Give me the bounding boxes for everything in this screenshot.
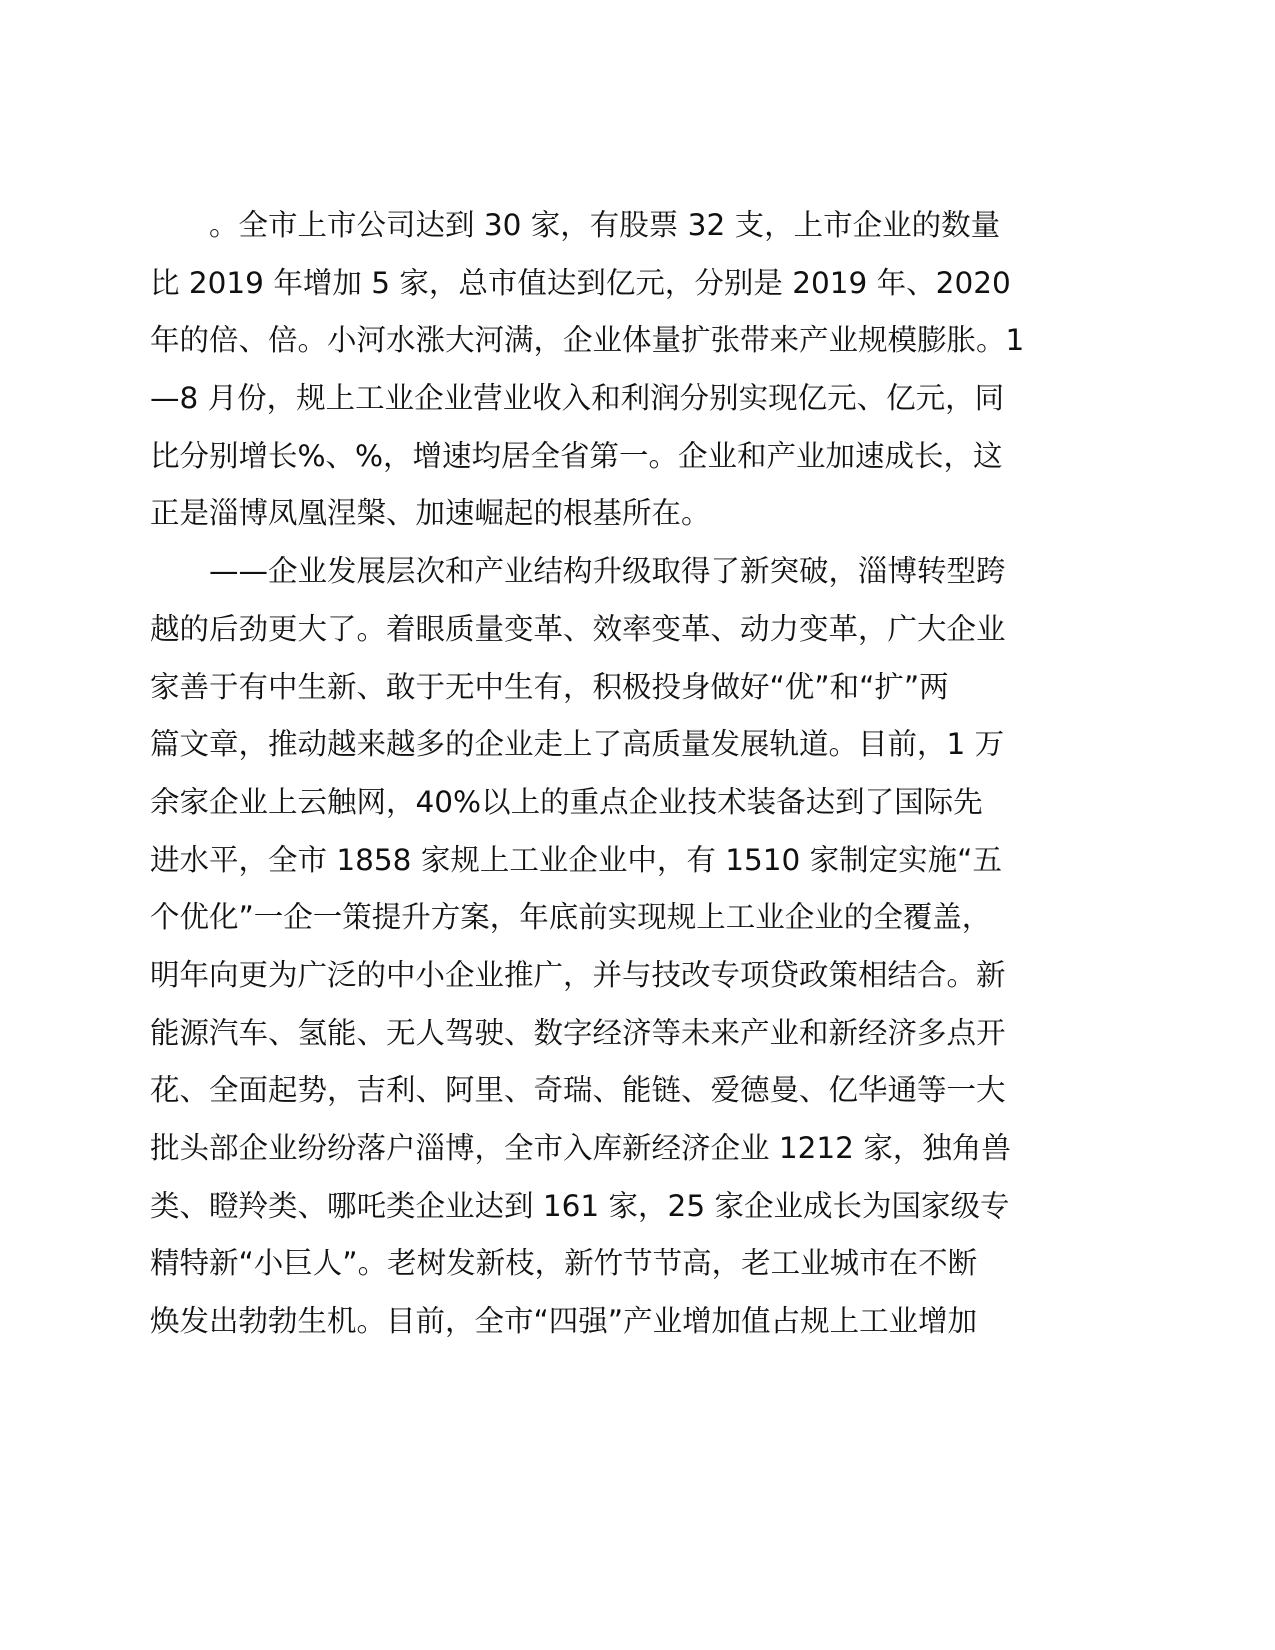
text-line: 比 2019 年增加 5 家，总市值达到亿元，分别是 2019 年、2020 bbox=[150, 265, 1011, 300]
text-line: 焕发出勃勃生机。目前，全市“四强”产业增加值占规上工业增加 bbox=[150, 1304, 978, 1339]
text-line: 进水平，全市 1858 家规上工业企业中，有 1510 家制定实施“五 bbox=[150, 842, 1002, 877]
text-line: 越的后劲更大了。着眼质量变革、效率变革、动力变革，广大企业 bbox=[150, 611, 1006, 646]
text-line: 篇文章，推动越来越多的企业走上了高质量发展轨道。目前，1 万 bbox=[150, 727, 1005, 762]
text-line: 个优化”一企一策提升方案，年底前实现规上工业企业的全覆盖， bbox=[150, 900, 992, 935]
text-line: 类、瞪羚类、哪吒类企业达到 161 家，25 家企业成长为国家级专 bbox=[150, 1188, 1010, 1223]
text-line: 。全市上市公司达到 30 家，有股票 32 支，上市企业的数量 bbox=[209, 208, 1001, 242]
text-line: 家善于有中生新、敢于无中生有，积极投身做好“优”和“扩”两 bbox=[150, 669, 949, 704]
body-text bbox=[150, 197, 1140, 1351]
text-line: —8 月份，规上工业企业营业收入和利润分别实现亿元、亿元，同 bbox=[150, 381, 1005, 416]
text-line: ——企业发展层次和产业结构升级取得了新突破，淄博转型跨 bbox=[209, 554, 1006, 589]
text-line: 精特新“小巨人”。老树发新枝，新竹节节高，老工业城市在不断 bbox=[150, 1246, 978, 1281]
text-line: 正是淄博凤凰涅槃、加速崛起的根基所在。 bbox=[150, 496, 711, 531]
text-line: 比分别增长%、%，增速均居全省第一。企业和产业加速成长，这 bbox=[150, 438, 1003, 473]
text-line: 能源汽车、氢能、无人驾驶、数字经济等未来产业和新经济多点开 bbox=[150, 1015, 1006, 1050]
text-line: 余家企业上云触网，40%以上的重点企业技术装备达到了国际先 bbox=[150, 784, 983, 819]
text-line: 明年向更为广泛的中小企业推广，并与技改专项贷政策相结合。新 bbox=[150, 957, 1006, 992]
text-line: 批头部企业纷纷落户淄博，全市入库新经济企业 1212 家，独角兽 bbox=[150, 1131, 1011, 1165]
text-line: 年的倍、倍。小河水涨大河满，企业体量扩张带来产业规模膨胀。1 bbox=[150, 323, 1025, 358]
text-line: 花、全面起势，吉利、阿里、奇瑞、能链、爱德曼、亿华通等一大 bbox=[150, 1073, 1006, 1108]
